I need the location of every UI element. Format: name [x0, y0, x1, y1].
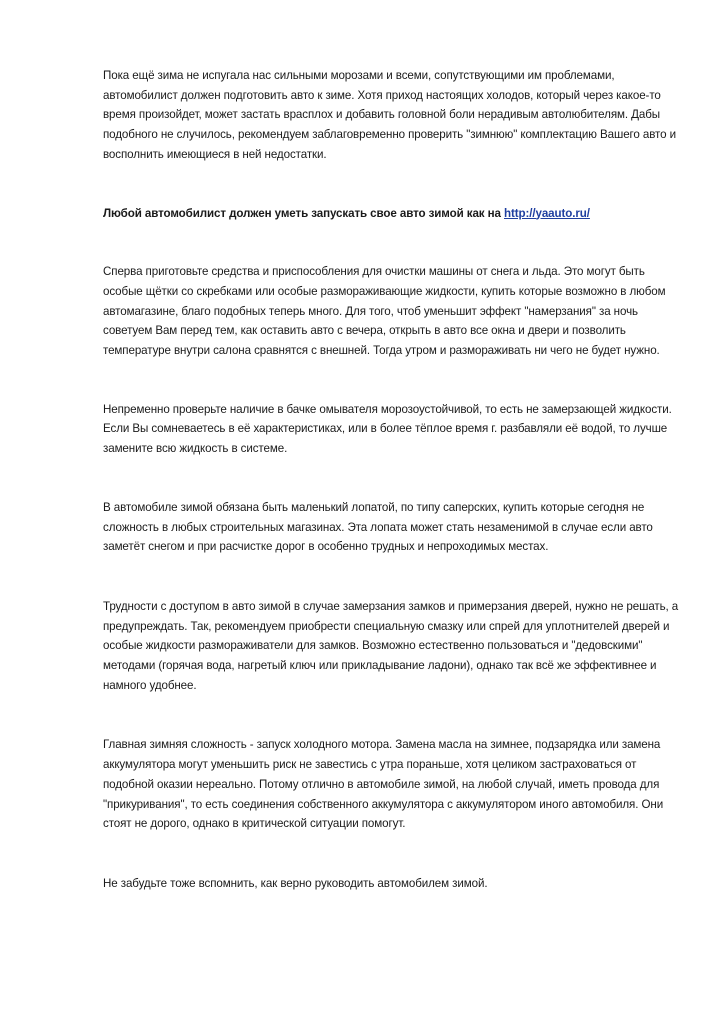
paragraph-intro: Пока ещё зима не испугала нас сильными морозами и всеми, сопутствующими им проблемами, автомобилист должен подготовить авто к зиме. Хотя приход настоящих холодов, который через какое-то время произойдет, может застать врасплох и добавить головной боли нерадивым автолюбителям. Дабы подобного не случилось, рекомендуем заблаговременно проверить "зимнюю" комплектацию Вашего авто и восполнить имеющиеся в ней недостатки. — [103, 69, 676, 161]
paragraph-engine-start: Главная зимняя сложность - запуск холодного мотора. Замена масла на зимнее, подзарядка или замена аккумулятора могут уменьшить риск не завестись с утра пораньше, хотя целиком застраховаться от подобной оказии нереально. Потому отлично в автомобиле зимой, на любой случай, иметь провода для "прикуривания", то есть соединения собственного аккумулятора с аккумулятором иного автомобиля. Они стоят не дорого, однако в критической ситуации помогут. — [103, 738, 664, 831]
paragraph-washer-fluid: Непременно проверьте наличие в бачке омывателя морозоустойчивой, то есть не замерзающей жидкости. Если Вы сомневаетесь в её характеристиках, или в более тёплое время г. разбавляли её водой, то лучше замените всю жидкость в системе. — [103, 402, 672, 456]
paragraph-cleaning: Сперва приготовьте средства и приспособления для очистки машины от снега и льда. Это могут быть особые щётки со скребками или особые размораживающие жидкости, купить которые возможно в любом автомагазине, благо подобных теперь много. Для того, чтоб уменьшит эффект "намерзания" за ночь советуем Вам перед тем, как оставить авто с вечера, открыть в авто все окна и двери и позволить температуре внутри салона сравнятся с внешней. Тогда утром и размораживать ни чего не будет нужно. — [103, 265, 666, 358]
highlight-text: Любой автомобилист должен уметь запускать свое авто зимой как на — [103, 206, 504, 220]
paragraph-shovel: В автомобиле зимой обязана быть маленький лопатой, по типу саперских, купить которые сегодня не сложность в любых строительных магазинах. Эта лопата может стать незаменимой в случае если авто заметёт снегом и при расчистке дорог в особенно трудных и непроходимых местах. — [103, 500, 653, 554]
highlight-paragraph — [103, 204, 683, 224]
document-page — [103, 66, 683, 894]
paragraph-closing: Не забудьте тоже вспомнить, как верно руководить автомобилем зимой. — [103, 876, 488, 890]
paragraph-locks: Трудности с доступом в авто зимой в случае замерзания замков и примерзания дверей, нужно не решать, а предупреждать. Так, рекомендуем приобрести специальную смазку или спрей для уплотнителей дверей и особые жидкости размораживатели для замков. Возможно естественно пользоваться и "дедовскими" методами (горячая вода, нагретый ключ или прикладывание ладони), однако так всё же эффективнее и намного удобнее. — [103, 599, 679, 692]
yaauto-link[interactable]: http://yaauto.ru/ — [504, 206, 590, 220]
